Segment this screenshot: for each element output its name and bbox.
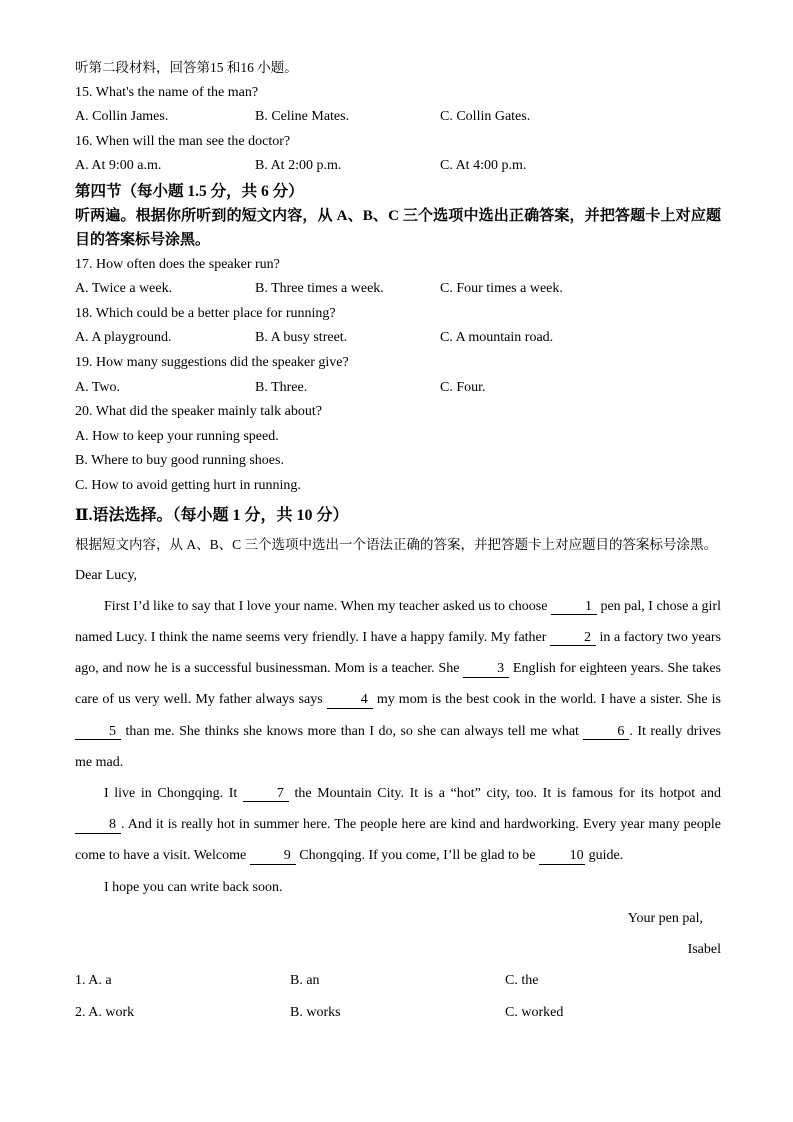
grammar-instruction: 根据短文内容，从 A、B、C 三个选项中选出一个语法正确的答案，并把答题卡上对应题目的答案标号涂黑。 [75, 536, 718, 552]
choice-a: 1. A. a [75, 973, 112, 989]
choice-b: B. an [290, 973, 320, 989]
fill-blank-6: 6 [583, 724, 629, 740]
question-20 [75, 400, 721, 498]
fill-blank-4: 4 [327, 692, 373, 708]
choice-a: 2. A. work [75, 1004, 135, 1020]
option-c: C. A mountain road. [440, 330, 554, 346]
fill-blank-3: 3 [463, 661, 509, 677]
options-row [75, 376, 721, 401]
fill-blank-1: 1 [551, 599, 597, 615]
section4-instruction: 听两遍。根据你所听到的短文内容，从 A、B、C 三个选项中选出正确答案，并把答题卡上对应题目的答案标号涂黑。 [75, 207, 721, 249]
option-c: C. How to avoid getting hurt in running. [75, 477, 301, 493]
option-c: C. Collin Gates. [440, 109, 531, 125]
question-stem: 16. When will the man see the doctor? [75, 133, 291, 149]
letter-salutation: Dear Lucy, [75, 567, 138, 583]
question-stem: 19. How many suggestions did the speaker give? [75, 354, 349, 370]
question-stem: 20. What did the speaker mainly talk about? [75, 404, 323, 420]
option-a: A. Twice a week. [75, 281, 173, 297]
grammar-letter [75, 560, 721, 1029]
fill-blank-9: 9 [250, 848, 296, 864]
option-a: A. How to keep your running speed. [75, 428, 279, 444]
choice-row-2 [75, 997, 721, 1029]
options-row [75, 277, 721, 302]
letter-closing: Your pen pal, [627, 910, 703, 926]
options-row [75, 105, 721, 130]
options-row [75, 326, 721, 351]
fill-blank-5: 5 [75, 724, 121, 740]
option-b: B. Celine Mates. [255, 109, 350, 125]
option-b: B. Where to buy good running shoes. [75, 453, 284, 469]
option-a: A. At 9:00 a.m. [75, 158, 162, 174]
question-15 [75, 81, 721, 130]
choice-b: B. works [290, 1004, 341, 1020]
fill-blank-10: 10 [539, 848, 585, 864]
question-stem: 17. How often does the speaker run? [75, 256, 280, 272]
option-a: A. Collin James. [75, 109, 169, 125]
option-c: C. Four times a week. [440, 281, 563, 297]
choice-c: C. worked [505, 1004, 564, 1020]
option-b: B. A busy street. [255, 330, 348, 346]
fill-blank-2: 2 [550, 630, 596, 646]
question-17 [75, 253, 721, 302]
fill-blank-8: 8 [75, 817, 121, 833]
option-b: B. Three. [255, 379, 308, 395]
option-b: B. At 2:00 p.m. [255, 158, 342, 174]
question-stem: 15. What's the name of the man? [75, 84, 259, 100]
listening-material2-intro: 听第二段材料，回答第15 和16 小题。 [75, 60, 298, 75]
choice-row-1 [75, 965, 721, 997]
choice-c: C. the [505, 973, 539, 989]
option-b: B. Three times a week. [255, 281, 384, 297]
question-stem: 18. Which could be a better place for running? [75, 305, 336, 321]
letter-paragraph-3: I hope you can write back soon. [104, 879, 283, 895]
option-c: C. Four. [440, 379, 486, 395]
letter-signature: Isabel [687, 941, 721, 957]
question-18 [75, 302, 721, 351]
section4-title: 第四节（每小题 1.5 分，共 6 分） [75, 182, 304, 200]
option-a: A. A playground. [75, 330, 172, 346]
grammar-section-title: Ⅱ.语法选择。（每小题 1 分，共 10 分） [75, 506, 349, 524]
question-19 [75, 351, 721, 400]
option-a: A. Two. [75, 379, 121, 395]
fill-blank-7: 7 [243, 786, 289, 802]
letter-paragraph-2: I live in Chongqing. It 7 the Mountain City. It is a “hot” city, too. It is famous for its hotpot and 8 . And it is really hot in summer here. The people here are kind and hardworking. Every year many people come to have a visit. Welcome 9 Chongqing. If you come, I’ll be glad to be 10 guide. [75, 785, 721, 864]
option-c: C. At 4:00 p.m. [440, 158, 527, 174]
options-row [75, 154, 721, 179]
question-16 [75, 130, 721, 179]
letter-paragraph-1: First I’d like to say that I love your name. When my teacher asked us to choose 1 pen pal, I chose a girl named Lucy. I think the name seems very friendly. I have a happy family. My father 2 in a factory two years ago, and now he is a successful businessman. Mom is a teacher. She 3 English for eighteen years. She takes care of us very well. My father always says 4 my mom is the best cook in the world. I have a sister. She is 5 than me. She thinks she knows more than I do, so she can always tell me what 6 . It really drives me mad. [75, 598, 721, 770]
